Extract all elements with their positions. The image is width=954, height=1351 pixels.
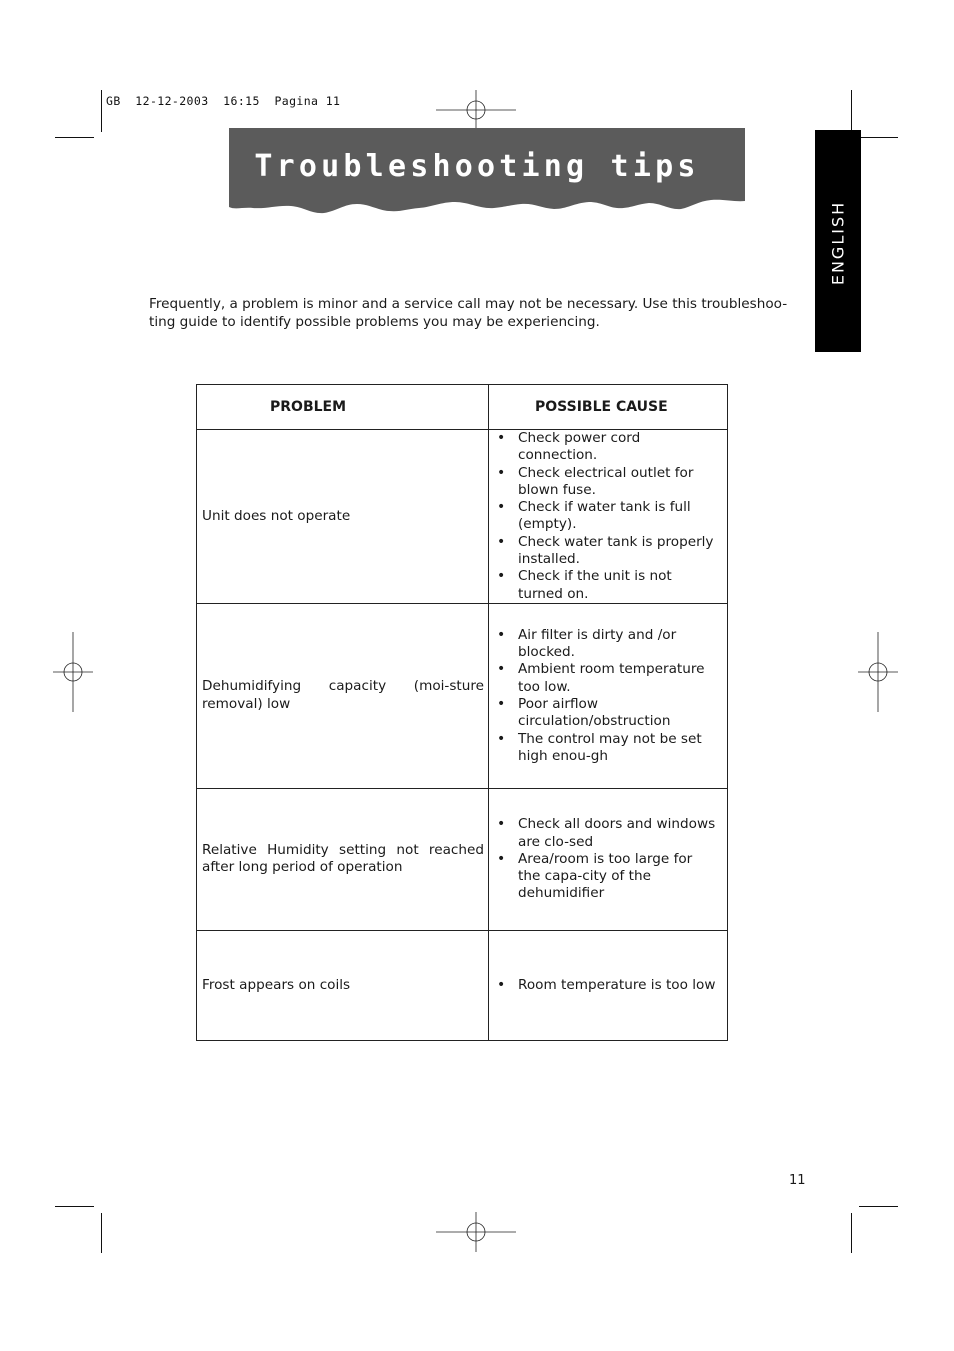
problem-cell: Dehumidifying capacity (moi-sture removal) low [197, 603, 489, 788]
list-item: • Area/room is too large for the capa-city of the dehumidifier [497, 851, 717, 903]
printer-slug: GB 12-12-2003 16:15 Pagina 11 [106, 94, 341, 108]
registration-mark-bottom-icon [436, 1212, 516, 1252]
list-item: • Check power cord connection. [497, 430, 717, 465]
intro-paragraph: Frequently, a problem is minor and a service call may not be necessary. Use this troubleshoo-ting guide to identify possible problems you may be experiencing. [149, 296, 788, 330]
crop-mark-top-right-h [859, 137, 898, 138]
registration-mark-top-icon [436, 90, 516, 130]
table-row [197, 430, 728, 604]
list-item: • Check all doors and windows are clo-sed [497, 816, 717, 851]
cause-cell [489, 430, 728, 604]
list-item: • Check if water tank is full (empty). [497, 499, 717, 534]
crop-mark-bottom-left-v [101, 1213, 102, 1253]
problem-cell: Frost appears on coils [197, 930, 489, 1040]
table-row [197, 603, 728, 788]
crop-mark-top-left-h [55, 137, 94, 138]
language-tab-label: ENGLISH [828, 200, 848, 286]
list-item: • Air filter is dirty and /or blocked. [497, 627, 717, 662]
table-header-row [197, 385, 728, 430]
troubleshooting-table [196, 384, 728, 1041]
cause-list [497, 627, 717, 765]
crop-mark-bottom-right-v [851, 1213, 852, 1253]
registration-mark-left-icon [53, 632, 93, 712]
list-item: • Check electrical outlet for blown fuse. [497, 465, 717, 500]
page-number: 11 [789, 1173, 806, 1188]
cause-list [497, 816, 717, 902]
list-item: • The control may not be set high enou-gh [497, 731, 717, 766]
cause-cell [489, 788, 728, 930]
cause-list [497, 430, 717, 603]
crop-mark-top-right-v [851, 90, 852, 132]
table-row [197, 930, 728, 1040]
crop-mark-bottom-left-h [55, 1206, 94, 1207]
list-item: • Ambient room temperature too low. [497, 661, 717, 696]
table-row [197, 788, 728, 930]
cause-list [497, 977, 717, 994]
page-title: Troubleshooting tips [254, 149, 700, 184]
problem-cell: Relative Humidity setting not reached after long period of operation [197, 788, 489, 930]
header-problem: PROBLEM [197, 385, 489, 430]
list-item: • Room temperature is too low [497, 977, 717, 994]
problem-cell: Unit does not operate [197, 430, 489, 604]
crop-mark-bottom-right-h [859, 1206, 898, 1207]
registration-mark-right-icon [858, 632, 898, 712]
header-possible-cause: POSSIBLE CAUSE [489, 385, 728, 430]
list-item: • Check water tank is properly installed. [497, 534, 717, 569]
cause-cell [489, 603, 728, 788]
cause-cell [489, 930, 728, 1040]
crop-mark-top-left-v [101, 90, 102, 132]
list-item: • Check if the unit is not turned on. [497, 568, 717, 603]
list-item: • Poor airflow circulation/obstruction [497, 696, 717, 731]
